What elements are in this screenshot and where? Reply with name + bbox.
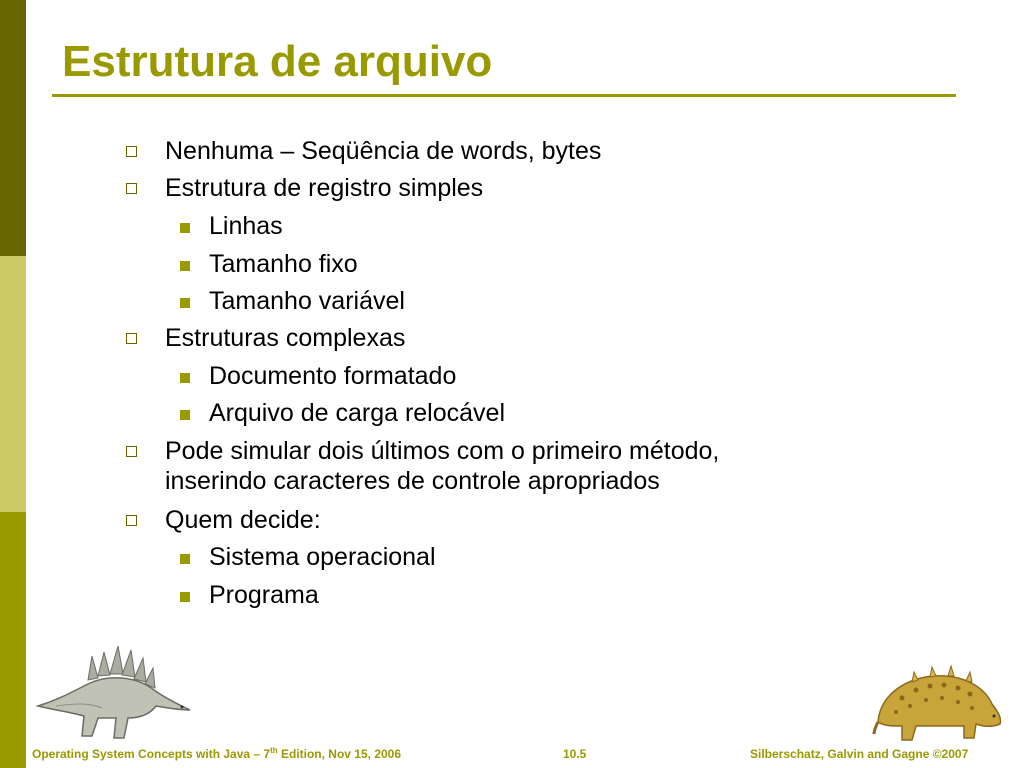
footer-course-text: Operating System Concepts with Java – 7 bbox=[32, 747, 271, 761]
bullet-item bbox=[165, 322, 405, 354]
hollow-square-bullet-icon bbox=[126, 333, 137, 344]
filled-square-bullet-icon bbox=[180, 261, 190, 271]
bullet-item bbox=[165, 435, 719, 467]
bullet-text: inserindo caracteres de controle apropriados bbox=[165, 467, 660, 495]
filled-square-bullet-icon bbox=[180, 298, 190, 308]
filled-square-bullet-icon bbox=[180, 410, 190, 420]
bullet-text: Quem decide: bbox=[165, 506, 321, 534]
hollow-square-bullet-icon bbox=[126, 146, 137, 157]
bullet-text: Nenhuma – Seqüência de words, bytes bbox=[165, 137, 602, 165]
sub-bullet-item bbox=[209, 248, 358, 280]
bullet-text: Estruturas complexas bbox=[165, 324, 406, 352]
bullet-text: Estrutura de registro simples bbox=[165, 174, 484, 202]
bullet-text: Sistema operacional bbox=[209, 543, 436, 571]
footer-copyright: Silberschatz, Galvin and Gagne ©2007 bbox=[750, 747, 969, 761]
bullet-text: Tamanho variável bbox=[209, 287, 405, 315]
filled-square-bullet-icon bbox=[180, 554, 190, 564]
hollow-square-bullet-icon bbox=[126, 446, 137, 457]
sub-bullet-item bbox=[209, 285, 405, 317]
footer-edition-text: Edition, Nov 15, 2006 bbox=[277, 747, 402, 761]
hollow-square-bullet-icon bbox=[126, 183, 137, 194]
bullet-text: Tamanho fixo bbox=[209, 250, 358, 278]
bullet-text: Linhas bbox=[209, 212, 283, 240]
hollow-square-bullet-icon bbox=[126, 515, 137, 526]
bullet-text: Documento formatado bbox=[209, 362, 457, 390]
filled-square-bullet-icon bbox=[180, 373, 190, 383]
slide-title: Estrutura de arquivo bbox=[62, 37, 493, 86]
filled-square-bullet-icon bbox=[180, 592, 190, 602]
sub-bullet-item bbox=[209, 397, 505, 429]
footer-ordinal-suffix: th bbox=[270, 746, 278, 755]
bullet-item bbox=[165, 135, 601, 167]
bullet-text: Pode simular dois últimos com o primeiro método, bbox=[165, 437, 720, 465]
sub-bullet-item bbox=[209, 360, 456, 392]
page-number: 10.5 bbox=[563, 747, 587, 761]
sub-bullet-item bbox=[209, 210, 283, 242]
footer-course-info bbox=[32, 746, 401, 762]
sub-bullet-item bbox=[209, 579, 319, 611]
sub-bullet-item bbox=[209, 541, 436, 573]
bullet-text: Programa bbox=[209, 581, 319, 609]
bullet-continuation bbox=[165, 465, 660, 497]
bullet-item bbox=[165, 172, 483, 204]
stegosaurus-icon bbox=[32, 644, 194, 744]
bullet-item bbox=[165, 504, 321, 536]
bullet-text: Arquivo de carga relocável bbox=[209, 399, 505, 427]
filled-square-bullet-icon bbox=[180, 223, 190, 233]
ankylosaurus-icon bbox=[872, 664, 1008, 748]
